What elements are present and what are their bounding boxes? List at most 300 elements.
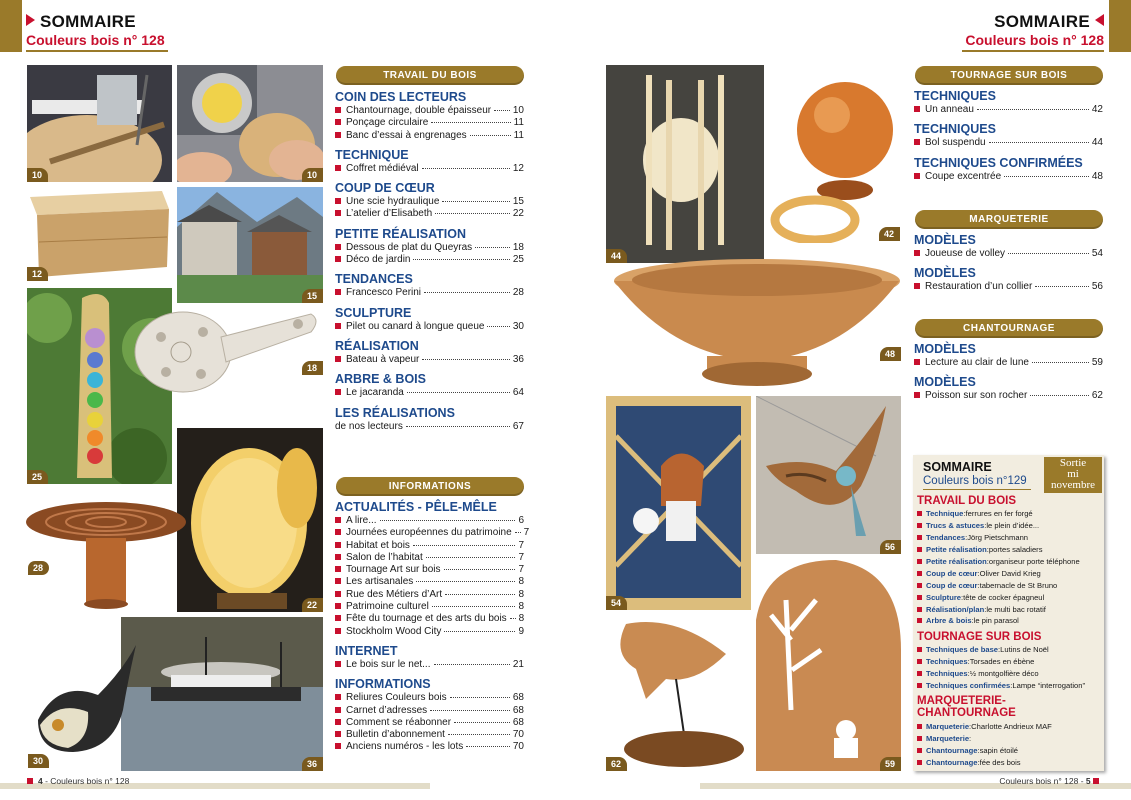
toc-category-title: PETITE RÉALISATION	[335, 226, 467, 241]
section-pill-travail-du-bois: TRAVAIL DU BOIS	[336, 66, 524, 85]
next-issue-item-key: Coup de cœur	[926, 568, 978, 578]
next-issue-item-key: Techniques de base	[926, 645, 999, 655]
page-badge: 25	[27, 470, 48, 484]
square-bullet-icon	[917, 760, 922, 765]
toc-entry[interactable]	[914, 248, 1103, 260]
toc-category-title: MODÈLES	[914, 266, 976, 281]
next-issue-item	[917, 615, 1102, 627]
toc-entry[interactable]	[335, 421, 524, 433]
next-issue-item-value: Oliver David Krieg	[979, 568, 1041, 578]
square-bullet-icon	[335, 256, 341, 262]
toc-entry-label: Dessous de plat du Queyras	[346, 241, 473, 253]
next-issue-item-key: Coup de cœur	[926, 580, 978, 590]
toc-entry-label: Fête du tournage et des arts du bois	[346, 613, 507, 625]
next-issue-item-key: Marqueterie	[926, 721, 970, 731]
toc-entry-label: Reliures Couleurs bois	[346, 692, 447, 704]
square-bullet-icon	[917, 559, 922, 564]
toc-entry[interactable]	[335, 564, 524, 576]
toc-entry[interactable]	[335, 601, 524, 613]
toc-entry[interactable]	[335, 130, 524, 142]
square-bullet-icon	[914, 359, 920, 365]
right-header-rule	[962, 50, 1104, 52]
page-badge: 54	[606, 596, 627, 610]
square-bullet-icon	[917, 748, 922, 753]
toc-entry-label: Salon de l’habitat	[346, 551, 423, 563]
dot-leader	[445, 594, 515, 595]
next-issue-item	[917, 567, 1102, 579]
toc-entry-label: Comment se réabonner	[346, 716, 452, 728]
toc-entry[interactable]	[335, 659, 524, 671]
next-issue-item-value: Lutins de Noël	[1000, 645, 1049, 655]
square-bullet-icon	[27, 778, 33, 784]
toc-entry-label: Rue des Métiers d’Art	[346, 588, 443, 600]
next-issue-item-key: Sculpture	[926, 592, 962, 602]
toc-entry-label: Une scie hydraulique	[346, 196, 440, 208]
square-bullet-icon	[335, 707, 341, 713]
square-bullet-icon	[335, 389, 341, 395]
toc-category-title: TENDANCES	[335, 272, 413, 287]
toc-entry[interactable]	[335, 705, 524, 717]
next-issue-item-colon: :	[986, 557, 989, 566]
toc-entry-page: 68	[512, 692, 524, 704]
dot-leader	[431, 122, 510, 123]
photo-fish-on-rock	[606, 614, 749, 771]
page-badge: 42	[879, 227, 900, 241]
square-bullet-icon	[914, 392, 920, 398]
square-bullet-icon	[917, 607, 922, 612]
toc-entry-label: Ponçage circulaire	[346, 117, 429, 129]
toc-category-title: MODÈLES	[914, 375, 976, 390]
toc-entry-page: 8	[518, 613, 525, 625]
photo-circular-sanding	[177, 65, 323, 182]
toc-entry-label: Poisson sur son rocher	[925, 390, 1028, 402]
photo-steam-boat	[121, 617, 323, 771]
toc-entry-label: Le bois sur le net...	[346, 658, 431, 670]
toc-entry-page: 64	[512, 387, 524, 399]
next-issue-section-title: TOURNAGE SUR BOIS	[917, 630, 1042, 643]
next-issue-item-key: Technique	[926, 509, 964, 519]
next-issue-item	[917, 532, 1102, 544]
next-issue-subtitle: Couleurs bois n°129	[923, 475, 1027, 487]
toc-entry[interactable]	[335, 354, 524, 366]
toc-entry-label: Un anneau	[925, 104, 974, 115]
photo-scroll-saw	[27, 65, 172, 182]
toc-entry-label: Restauration d’un collier	[925, 281, 1033, 293]
toc-entry-page: 68	[512, 704, 524, 716]
toc-entry-page: 68	[512, 716, 524, 728]
toc-category-title: INFORMATIONS	[335, 677, 431, 692]
page-badge: 59	[880, 757, 901, 771]
next-issue-item-key: Techniques	[926, 669, 968, 679]
next-issue-item	[917, 756, 1102, 768]
toc-entry-page: 70	[512, 729, 524, 741]
toc-entry[interactable]	[335, 540, 524, 552]
square-bullet-icon	[335, 628, 341, 634]
dot-leader	[487, 326, 509, 327]
next-issue-box	[913, 455, 1104, 771]
toc-entry-label: Anciens numéros - les lots	[346, 741, 464, 753]
toc-entry-page: 59	[1091, 357, 1103, 368]
toc-entry[interactable]	[335, 163, 524, 175]
dot-leader	[416, 581, 515, 582]
toc-entry-page: 8	[518, 576, 524, 588]
square-bullet-icon	[917, 671, 922, 676]
dot-leader	[977, 109, 1089, 110]
toc-entry[interactable]	[335, 626, 524, 638]
square-bullet-icon	[917, 523, 922, 528]
toc-entry-page: 28	[512, 287, 524, 299]
next-issue-item	[917, 508, 1102, 520]
square-bullet-icon	[335, 719, 341, 725]
next-issue-item-colon: :	[969, 733, 972, 743]
toc-category-title: COUP DE CŒUR	[335, 181, 435, 196]
next-issue-item-value: ferrures en fer forgé	[965, 509, 1033, 519]
square-bullet-icon	[914, 173, 920, 179]
toc-entry-label: Bulletin d’abonnement	[346, 729, 445, 741]
next-issue-item-key: Trucs & astuces	[926, 521, 985, 531]
toc-entry-label: L’atelier d’Elisabeth	[346, 208, 433, 220]
page-badge: 28	[28, 561, 49, 575]
page-badge: 48	[880, 347, 901, 361]
square-bullet-icon	[917, 659, 922, 664]
toc-entry-label: de nos lecteurs	[335, 420, 403, 432]
footer-right-text: Couleurs bois n° 128 -	[999, 776, 1086, 786]
dot-leader	[1008, 253, 1089, 254]
square-bullet-icon	[914, 139, 920, 145]
next-issue-item	[917, 668, 1102, 680]
square-bullet-icon	[335, 542, 341, 548]
toc-category-title: LES RÉALISATIONS	[335, 405, 455, 420]
page-badge: 10	[302, 168, 323, 182]
toc-entry[interactable]	[335, 613, 524, 625]
next-issue-item-value: Torsades en ébène	[969, 657, 1035, 667]
toc-entry-page: 9	[518, 625, 524, 637]
toc-entry[interactable]	[335, 387, 524, 399]
next-issue-item-colon: :	[967, 657, 970, 667]
square-bullet-icon	[335, 165, 341, 171]
photo-lamp	[177, 428, 323, 612]
toc-entry-label: Les artisanales	[346, 576, 414, 588]
dot-leader	[435, 213, 510, 214]
toc-category-title: TECHNIQUES	[914, 89, 996, 103]
next-issue-item-colon: :	[977, 580, 980, 590]
right-gold-tab	[1109, 0, 1131, 52]
square-bullet-icon	[917, 647, 922, 652]
next-issue-item-key: Chantournage	[926, 745, 978, 755]
toc-entry[interactable]	[914, 104, 1103, 116]
next-issue-item-colon: :	[986, 545, 989, 555]
next-issue-item-colon: :	[969, 721, 972, 731]
square-bullet-icon	[335, 132, 341, 138]
dot-leader	[1004, 176, 1089, 177]
toc-category-title: SCULPTURE	[335, 305, 412, 320]
toc-entry-page: 44	[1091, 137, 1103, 149]
photo-hydraulic-saw	[177, 187, 323, 303]
page-badge: 15	[302, 289, 323, 303]
dot-leader	[470, 135, 511, 136]
square-bullet-icon	[335, 591, 341, 597]
dot-leader	[448, 734, 510, 735]
toc-entry-label: Tournage Art sur bois	[346, 564, 441, 576]
toc-entry-page: 7	[523, 527, 530, 539]
toc-entry-label: Déco de jardin	[346, 254, 411, 266]
dot-leader	[1032, 362, 1089, 363]
toc-entry-page: 8	[518, 601, 524, 613]
right-header	[962, 12, 1104, 52]
left-header-subtitle: Couleurs bois n° 128	[26, 32, 165, 48]
toc-entry-page: 18	[512, 241, 524, 253]
dot-leader	[466, 746, 510, 747]
square-bullet-icon	[335, 743, 341, 749]
square-bullet-icon	[335, 661, 341, 667]
toc-category-title: MODÈLES	[914, 342, 976, 356]
dot-leader	[426, 557, 516, 558]
square-bullet-icon	[917, 736, 922, 741]
photo-medieval-box	[27, 187, 172, 281]
toc-category-title: INTERNET	[335, 643, 398, 658]
toc-entry[interactable]	[335, 717, 524, 729]
square-bullet-icon	[335, 356, 341, 362]
page-badge: 30	[28, 754, 49, 768]
page-number-right: 5	[1085, 776, 1091, 786]
page-badge: 10	[27, 168, 48, 182]
toc-entry-page: 70	[512, 741, 524, 753]
toc-category-title: RÉALISATION	[335, 338, 419, 353]
dot-leader	[475, 247, 510, 248]
toc-entry-label: Habitat et bois	[346, 539, 410, 551]
toc-entry[interactable]	[335, 692, 524, 704]
page-badge: 44	[606, 249, 627, 263]
next-issue-item-key: Marqueterie	[926, 733, 970, 743]
square-bullet-icon	[917, 618, 922, 623]
next-issue-item	[917, 520, 1102, 532]
dot-leader	[454, 722, 510, 723]
toc-entry-page: 25	[512, 254, 524, 266]
page-badge: 56	[880, 540, 901, 554]
toc-entry-label: Stockholm Wood City	[346, 625, 442, 637]
toc-category-title: MODÈLES	[914, 233, 976, 247]
square-bullet-icon	[917, 571, 922, 576]
toc-entry-page: 15	[512, 196, 524, 208]
next-issue-item-colon: :	[977, 568, 980, 578]
toc-entry[interactable]	[335, 552, 524, 564]
next-issue-item-key: Petite réalisation	[926, 545, 987, 555]
toc-category-title: TECHNIQUE	[335, 147, 409, 162]
dot-leader	[422, 168, 510, 169]
toc-entry-page: 56	[1091, 281, 1103, 293]
toc-entry[interactable]	[914, 137, 1103, 149]
next-issue-item-colon: :	[961, 592, 964, 602]
toc-entry[interactable]	[914, 357, 1103, 369]
dot-leader	[422, 359, 509, 360]
next-issue-item-colon: :	[984, 521, 987, 531]
toc-right-tournage	[914, 89, 1103, 183]
toc-entry[interactable]	[335, 515, 524, 527]
square-bullet-icon	[1093, 778, 1099, 784]
toc-entry[interactable]	[335, 242, 524, 254]
square-bullet-icon	[335, 210, 341, 216]
toc-entry[interactable]	[914, 171, 1103, 183]
square-bullet-icon	[335, 529, 341, 535]
toc-entry[interactable]	[914, 390, 1103, 402]
toc-entry[interactable]	[335, 741, 524, 753]
toc-entry-label: Le jacaranda	[346, 387, 404, 399]
square-bullet-icon	[335, 566, 341, 572]
page-badge: 36	[302, 757, 323, 771]
toc-entry-page: 10	[512, 105, 524, 116]
toc-entry[interactable]	[335, 527, 530, 539]
toc-entry-page: 11	[513, 129, 524, 141]
arrow-right-icon	[26, 14, 35, 26]
toc-category-title: TECHNIQUES CONFIRMÉES	[914, 155, 1083, 170]
next-issue-item	[917, 591, 1102, 603]
next-issue-item	[917, 744, 1102, 756]
toc-entry-label: Lecture au clair de lune	[925, 357, 1029, 368]
toc-entry-label: Pilet ou canard à longue queue	[346, 320, 485, 332]
next-issue-item-colon: :	[977, 757, 980, 767]
toc-category-title: TECHNIQUES	[914, 122, 996, 137]
next-issue-item	[917, 579, 1102, 591]
square-bullet-icon	[335, 244, 341, 250]
toc-right-chantournage	[914, 342, 1103, 403]
dot-leader	[494, 110, 510, 111]
next-issue-item-colon: :	[963, 509, 966, 519]
square-bullet-icon	[914, 250, 920, 256]
stamp-line: novembre	[1051, 479, 1095, 491]
next-issue-item-colon: :	[965, 533, 968, 543]
toc-entry-label: Journées européennes du patrimoine	[346, 527, 512, 539]
toc-entry-page: 36	[512, 353, 524, 365]
toc-entry-page: 48	[1091, 170, 1103, 182]
dot-leader	[444, 569, 516, 570]
footer-left	[27, 776, 129, 786]
next-issue-item	[917, 732, 1102, 744]
section-pill-tournage: TOURNAGE SUR BOIS	[915, 66, 1103, 85]
photo-volleyball-marquetry	[606, 396, 751, 610]
next-issue-item-value: Charlotte Andrieux MAF	[971, 721, 1052, 731]
next-issue-item-value: Lampe “interrogation”	[1012, 681, 1085, 691]
toc-entry[interactable]	[335, 287, 524, 299]
dot-leader	[434, 664, 510, 665]
next-issue-item-value: Jörg Pietschmann	[967, 533, 1029, 543]
page-badge: 18	[302, 361, 323, 375]
next-issue-item-colon: :	[967, 669, 970, 679]
next-issue-item-value: le multi bac rotatif	[986, 604, 1046, 614]
toc-entry[interactable]	[335, 321, 524, 333]
toc-left-infos	[335, 500, 530, 754]
photo-bird-necklace	[756, 396, 901, 554]
next-issue-item-colon: :	[977, 745, 980, 755]
toc-entry[interactable]	[335, 589, 524, 601]
toc-entry-label: Joueuse de volley	[925, 248, 1006, 259]
photo-turned-table	[23, 500, 189, 610]
toc-entry[interactable]	[335, 105, 524, 117]
photo-ring-sphere	[770, 65, 900, 243]
square-bullet-icon	[335, 731, 341, 737]
toc-entry-label: Patrimoine culturel	[346, 601, 429, 613]
square-bullet-icon	[917, 724, 922, 729]
dot-leader	[444, 631, 515, 632]
next-issue-item-value: tête de cocker épagneul	[963, 592, 1045, 602]
arrow-left-icon	[1095, 14, 1104, 26]
section-pill-chantournage: CHANTOURNAGE	[915, 319, 1103, 338]
toc-entry-label: Francesco Perini	[346, 287, 422, 299]
square-bullet-icon	[335, 289, 341, 295]
toc-entry[interactable]	[335, 196, 524, 208]
next-issue-item	[917, 644, 1102, 656]
toc-right-marqueterie	[914, 233, 1103, 294]
square-bullet-icon	[335, 554, 341, 560]
square-bullet-icon	[335, 694, 341, 700]
toc-entry[interactable]	[914, 281, 1103, 293]
toc-category-title: ACTUALITÉS - PÊLE-MÊLE	[335, 500, 497, 514]
page-number-left: 4	[38, 776, 43, 786]
square-bullet-icon	[335, 517, 341, 523]
square-bullet-icon	[335, 578, 341, 584]
section-pill-informations: INFORMATIONS	[336, 477, 524, 496]
toc-entry-label: Carnet d’adresses	[346, 704, 428, 716]
next-issue-item-key: Arbre & bois	[926, 616, 972, 626]
square-bullet-icon	[914, 283, 920, 289]
next-issue-item	[917, 544, 1102, 556]
left-header-title: SOMMAIRE	[40, 12, 136, 31]
toc-entry-page: 42	[1091, 104, 1103, 115]
dot-leader	[989, 142, 1089, 143]
next-issue-item	[917, 603, 1102, 615]
toc-entry-page: 67	[512, 420, 524, 432]
next-issue-item-value: sapin étoilé	[979, 745, 1019, 755]
toc-entry[interactable]	[335, 254, 524, 266]
toc-entry-page: 62	[1091, 390, 1103, 402]
page-badge: 12	[27, 267, 48, 281]
square-bullet-icon	[335, 107, 341, 113]
section-pill-marqueterie: MARQUETERIE	[915, 210, 1103, 229]
toc-entry-page: 21	[512, 658, 524, 670]
dot-leader	[424, 292, 510, 293]
toc-entry-page: 7	[518, 539, 524, 551]
toc-entry[interactable]	[335, 208, 524, 220]
square-bullet-icon	[335, 603, 341, 609]
next-issue-section-title: TRAVAIL DU BOIS	[917, 495, 1017, 507]
next-issue-item-colon: :	[998, 645, 1001, 655]
toc-entry-page: 11	[513, 117, 524, 129]
toc-entry-label: Banc d’essai à engrenages	[346, 129, 467, 141]
next-issue-item-value: tabernacle de St Bruno	[979, 580, 1058, 590]
square-bullet-icon	[335, 198, 341, 204]
toc-left-travail	[335, 90, 524, 433]
next-issue-item-colon: :	[971, 616, 974, 626]
next-issue-item-colon: :	[984, 604, 987, 614]
next-issue-item-key: Tendances	[926, 533, 966, 543]
toc-entry-page: 7	[518, 564, 524, 576]
toc-entry[interactable]	[335, 117, 524, 129]
page-badge: 62	[606, 757, 627, 771]
toc-entry-page: 54	[1091, 248, 1103, 259]
dot-leader	[450, 697, 510, 698]
photo-moonlight-reading	[756, 560, 901, 771]
left-header-rule	[26, 50, 168, 52]
toc-entry-label: A lire...	[346, 515, 377, 526]
dot-leader	[432, 606, 516, 607]
toc-entry[interactable]	[335, 729, 524, 741]
release-stamp	[1044, 457, 1102, 493]
left-gold-tab	[0, 0, 22, 52]
dot-leader	[380, 520, 516, 521]
toc-entry[interactable]	[335, 576, 524, 588]
left-header	[26, 12, 168, 52]
dot-leader	[442, 201, 509, 202]
toc-category-title: COIN DES LECTEURS	[335, 90, 467, 104]
